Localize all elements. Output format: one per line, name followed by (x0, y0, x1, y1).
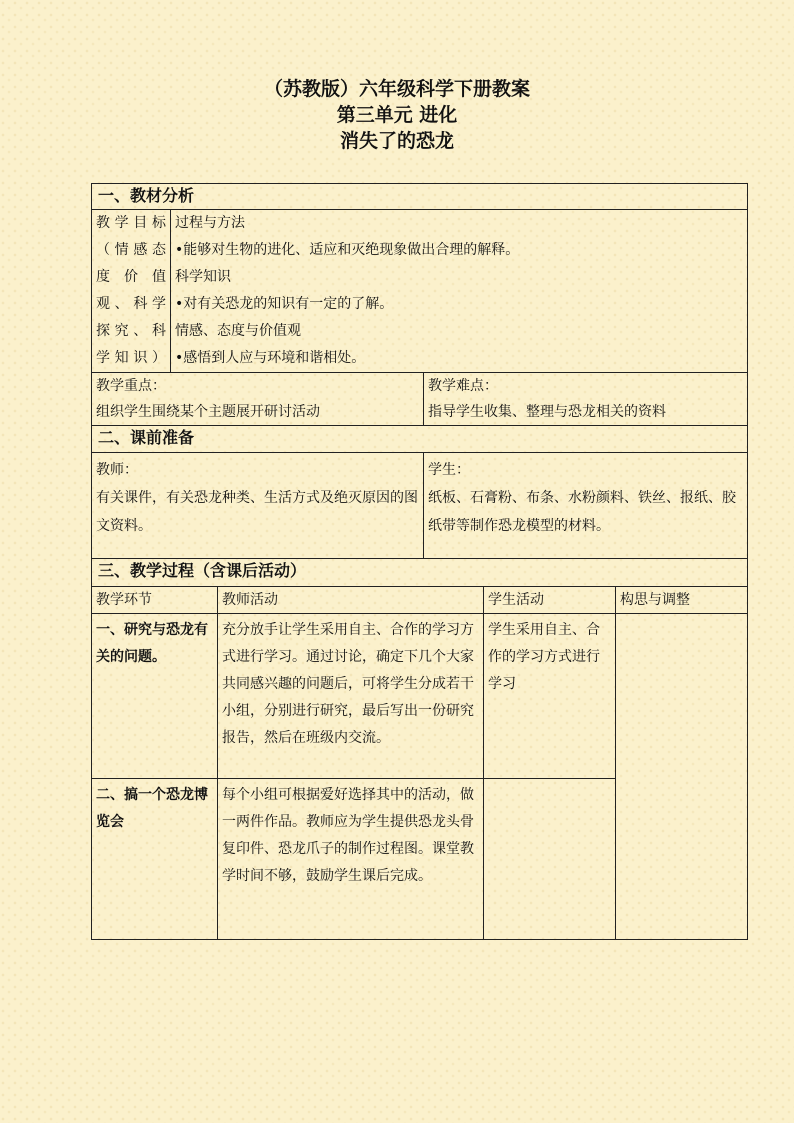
section-3-header: 三、教学过程（含课后活动） (92, 559, 748, 587)
section-1-header: 一、教材分析 (92, 184, 748, 210)
col-header-reflection: 构思与调整 (616, 587, 748, 614)
goals-label-cell: 教学目标 （情感态 度 价 值 观、科学 探究、科 学知识） (92, 210, 171, 373)
key-point-label: 教学重点： (96, 378, 166, 394)
teacher-prep-cell (92, 453, 424, 559)
col-header-step: 教学环节 (92, 587, 218, 614)
col-header-student: 学生活动 (484, 587, 616, 614)
title-line-1: （苏教版）六年级科学下册教案 (263, 78, 530, 100)
goal-item: •能够对生物的进化、适应和灭绝现象做出合理的解释。 (175, 242, 520, 258)
goal-heading: 科学知识 (175, 269, 231, 285)
document-title (0, 76, 794, 154)
student-activity-cell: 学生采用自主、合作的学习方式进行学习 (484, 614, 616, 779)
goal-heading: 过程与方法 (175, 215, 245, 231)
teacher-prep-label: 教师： (96, 462, 138, 478)
step-cell: 一、研究与恐龙有关的问题。 (92, 614, 218, 779)
student-prep-cell (424, 453, 748, 559)
goal-item: •感悟到人应与环境和谐相处。 (175, 350, 366, 366)
goal-item: •对有关恐龙的知识有一定的了解。 (175, 296, 394, 312)
teacher-activity-cell: 每个小组可根据爱好选择其中的活动，做一两件作品。教师应为学生提供恐龙头骨复印件、恐龙爪子的制作过程图。课堂教学时间不够，鼓励学生课后完成。 (218, 779, 484, 940)
section-2-header: 二、课前准备 (92, 426, 748, 453)
col-header-teacher: 教师活动 (218, 587, 484, 614)
reflection-cell (616, 614, 748, 940)
step-cell: 二、搞一个恐龙博览会 (92, 779, 218, 940)
difficulty-cell (424, 373, 748, 426)
goal-heading: 情感、态度与价值观 (175, 323, 301, 339)
difficulty-label: 教学难点： (428, 378, 498, 394)
student-activity-cell (484, 779, 616, 940)
teacher-activity-cell: 充分放手让学生采用自主、合作的学习方式进行学习。通过讨论，确定下几个大家共同感兴趣的问题后，可将学生分成若干小组，分别进行研究，最后写出一份研究报告，然后在班级内交流。 (218, 614, 484, 779)
key-point-text: 组织学生围绕某个主题展开研讨活动 (96, 404, 320, 420)
key-point-cell (92, 373, 424, 426)
title-line-3: 消失了的恐龙 (339, 130, 454, 152)
goals-content-cell (171, 210, 748, 373)
title-line-2: 第三单元 进化 (336, 104, 458, 126)
lesson-plan-table (91, 183, 748, 940)
student-prep-label: 学生： (428, 462, 470, 478)
teacher-prep-text: 有关课件，有关恐龙种类、生活方式及绝灭原因的图文资料。 (96, 490, 418, 534)
student-prep-text: 纸板、石膏粉、布条、水粉颜料、铁丝、报纸、胶纸带等制作恐龙模型的材料。 (428, 490, 736, 534)
difficulty-text: 指导学生收集、整理与恐龙相关的资料 (428, 404, 666, 420)
